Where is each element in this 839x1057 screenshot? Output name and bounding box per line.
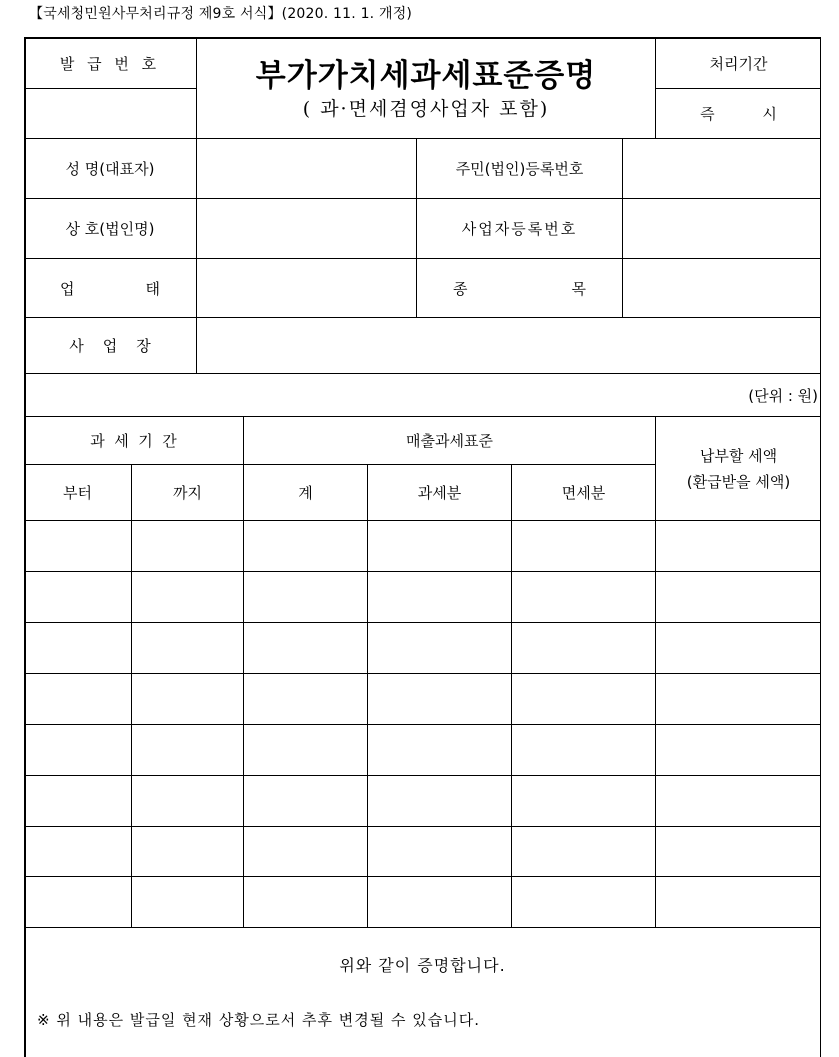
issue-number-label: 발 급 번 호 <box>59 54 161 73</box>
business-type-field[interactable] <box>197 259 416 317</box>
resident-number-label: 주민(법인)등록번호 <box>455 160 584 178</box>
workplace-label: 사 업 장 <box>69 337 151 355</box>
business-registration-number-field[interactable] <box>623 199 821 258</box>
processing-period-value: 즉 시 <box>700 105 777 123</box>
issue-number-field[interactable] <box>24 89 196 138</box>
taxable-column-header: 과세분 <box>417 484 462 502</box>
to-column-header: 까지 <box>173 484 202 502</box>
table-body[interactable] <box>25 521 820 927</box>
workplace-field[interactable] <box>197 318 821 373</box>
trade-name-label: 상 호(법인명) <box>65 220 155 238</box>
name-label: 성 명(대표자) <box>65 160 155 178</box>
from-column-header: 부터 <box>63 484 92 502</box>
sales-tax-base-header: 매출과세표준 <box>406 432 493 450</box>
tax-payable-header-line2: (환급받을 세액) <box>686 472 791 491</box>
tax-period-header: 과 세 기 간 <box>90 432 177 450</box>
trade-name-field[interactable] <box>197 199 416 258</box>
business-registration-number-label: 사업자등록번호 <box>461 220 578 238</box>
regulation-header: 【국세청민원사무처리규정 제9호 서식】(2020. 11. 1. 개정) <box>29 6 413 22</box>
change-notice: ※ 위 내용은 발급일 현재 상황으로서 추후 변경될 수 있습니다. <box>37 1010 481 1029</box>
total-column-header: 계 <box>298 484 313 502</box>
unit-note: (단위 : 원) <box>748 386 818 405</box>
processing-period-label: 처리기간 <box>709 54 768 73</box>
resident-number-field[interactable] <box>623 139 821 198</box>
name-field[interactable] <box>197 139 416 198</box>
item-field[interactable] <box>623 259 821 317</box>
form-subtitle: ( 과·면세겸영사업자 포함) <box>302 98 550 120</box>
business-type-label-part: 업 <box>60 279 75 298</box>
form-title: 부가가치세과세표준증명 <box>255 58 597 94</box>
table-row-divider <box>24 927 821 928</box>
item-label <box>417 259 622 317</box>
exempt-column-header: 면세분 <box>561 484 606 502</box>
business-type-label <box>24 259 196 317</box>
item-label-part: 종 <box>453 279 468 298</box>
business-type-label-part: 태 <box>145 279 160 298</box>
item-label-part: 목 <box>571 279 586 298</box>
tax-payable-header <box>656 417 821 520</box>
certification-statement: 위와 같이 증명합니다. <box>339 955 506 975</box>
tax-payable-header-line1: 납부할 세액 <box>699 446 778 465</box>
